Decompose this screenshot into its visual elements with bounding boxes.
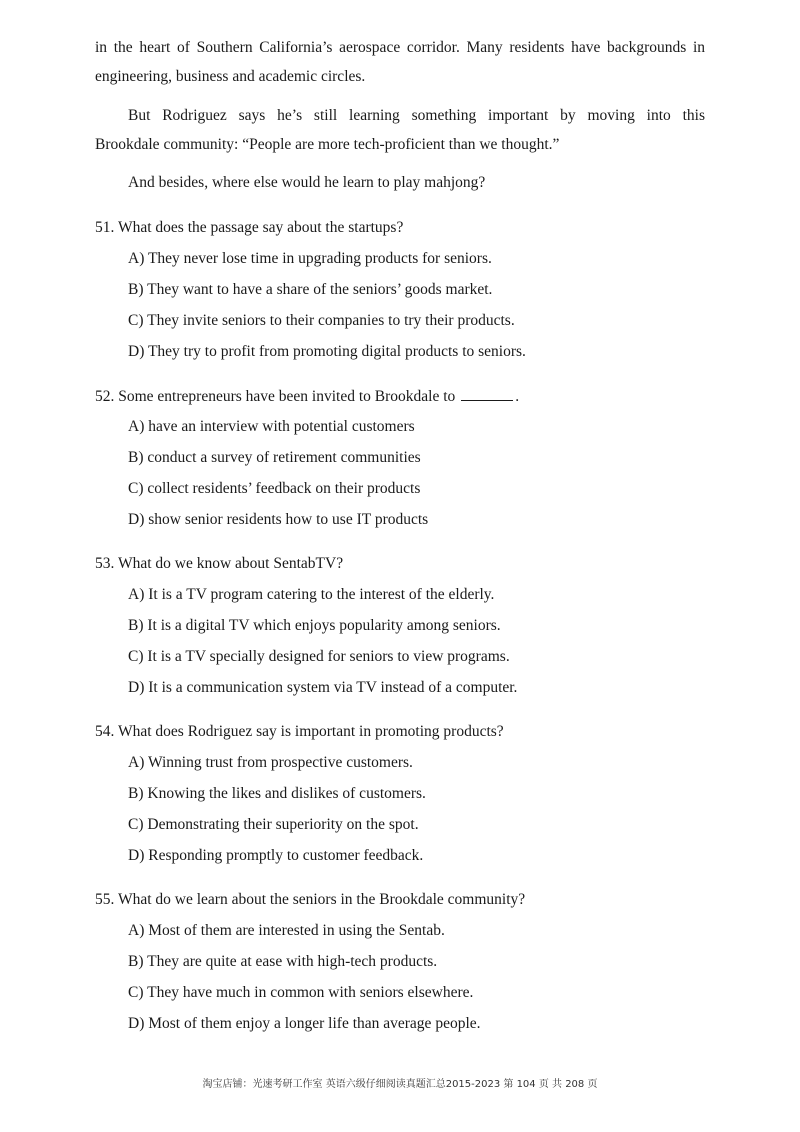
question-52-stem: 52. Some entrepreneurs have been invited to Brookdale to xyxy=(95,388,456,405)
page-footer: 淘宝店铺：光速考研工作室 英语六级仔细阅读真题汇总2015-2023 第 104 页 共 208 页 xyxy=(202,1079,598,1090)
question-52-stem-line xyxy=(95,386,519,407)
question-52-option-d: D) show senior residents how to use IT products xyxy=(128,511,429,528)
question-55-option-b: B) They are quite at ease with high-tech products. xyxy=(128,953,438,970)
passage-line-4: Brookdale community: “People are more tech-proficient than we thought.” xyxy=(95,136,560,153)
question-52-option-b: B) conduct a survey of retirement communities xyxy=(128,449,421,466)
question-53-stem: 53. What do we know about SentabTV? xyxy=(95,555,344,572)
question-52-stem-end: . xyxy=(515,388,520,405)
question-51-option-d: D) They try to profit from promoting digital products to seniors. xyxy=(128,343,526,360)
question-51-option-a: A) They never lose time in upgrading products for seniors. xyxy=(128,250,492,267)
question-53-option-b: B) It is a digital TV which enjoys popularity among seniors. xyxy=(128,617,501,634)
question-53-option-d: D) It is a communication system via TV instead of a computer. xyxy=(128,679,518,696)
question-51-stem: 51. What does the passage say about the startups? xyxy=(95,219,404,236)
question-55-option-a: A) Most of them are interested in using the Sentab. xyxy=(128,922,445,939)
question-54-option-b: B) Knowing the likes and dislikes of customers. xyxy=(128,785,426,802)
question-52-option-a: A) have an interview with potential customers xyxy=(128,418,415,435)
question-53-option-a: A) It is a TV program catering to the interest of the elderly. xyxy=(128,586,495,603)
question-55-option-c: C) They have much in common with seniors elsewhere. xyxy=(128,984,474,1001)
question-55-stem: 55. What do we learn about the seniors in the Brookdale community? xyxy=(95,891,526,908)
question-54-option-a: A) Winning trust from prospective customers. xyxy=(128,754,413,771)
question-54-option-d: D) Responding promptly to customer feedback. xyxy=(128,847,424,864)
question-53-option-c: C) It is a TV specially designed for seniors to view programs. xyxy=(128,648,510,665)
question-51-option-c: C) They invite seniors to their companies to try their products. xyxy=(128,312,515,329)
question-54-option-c: C) Demonstrating their superiority on the spot. xyxy=(128,816,419,833)
question-54-stem: 54. What does Rodriguez say is important in promoting products? xyxy=(95,723,504,740)
answer-blank xyxy=(461,386,513,401)
passage-line-1: in the heart of Southern California’s aerospace corridor. Many residents have backgrounds in xyxy=(95,39,705,56)
question-52-option-c: C) collect residents’ feedback on their products xyxy=(128,480,421,497)
question-55-option-d: D) Most of them enjoy a longer life than average people. xyxy=(128,1015,481,1032)
passage-line-2: engineering, business and academic circles. xyxy=(95,68,366,85)
passage-line-3: But Rodriguez says he’s still learning something important by moving into this xyxy=(128,107,705,124)
question-51-option-b: B) They want to have a share of the seniors’ goods market. xyxy=(128,281,493,298)
passage-line-5: And besides, where else would he learn to play mahjong? xyxy=(128,174,486,191)
